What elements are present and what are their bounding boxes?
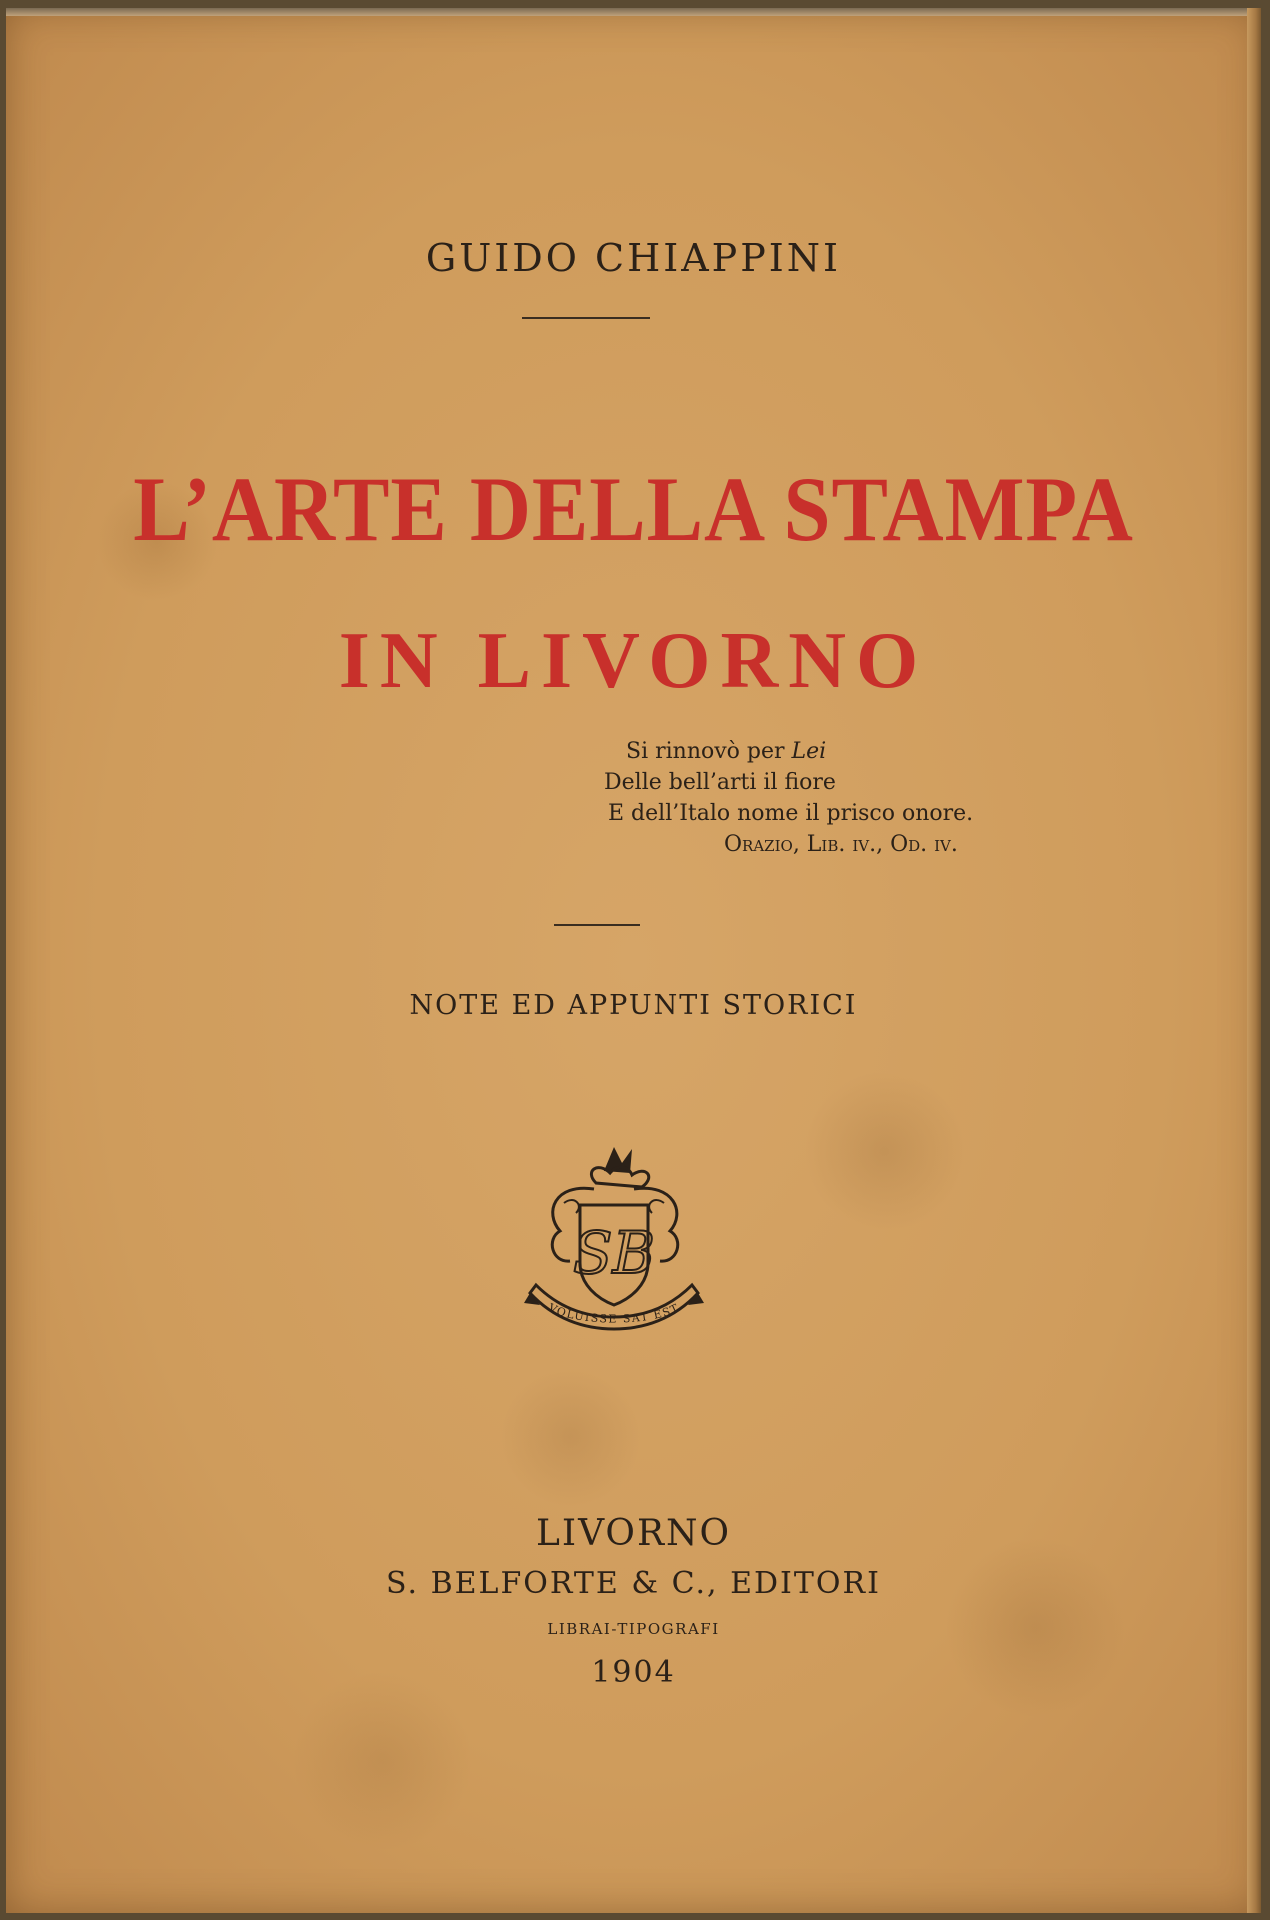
publication-year: 1904 — [591, 1655, 676, 1690]
epigraph-attribution-rest: , Lib. iv., Od. iv. — [792, 832, 958, 857]
epigraph-line-1 — [626, 737, 826, 767]
publication-city: LIVORNO — [535, 1513, 732, 1554]
publisher-name: S. BELFORTE & C., EDITORI — [386, 1566, 881, 1601]
printer-device-emblem — [524, 1143, 704, 1348]
book-cover — [6, 8, 1261, 1913]
author-name: GUIDO CHIAPPINI — [425, 236, 842, 280]
epigraph-line-1-text: Si rinnovò per — [626, 739, 792, 764]
title-line-1: L’ARTE DELLA STAMPA — [133, 458, 1134, 560]
epigraph-emphasis: Lei — [791, 739, 827, 764]
divider-rule — [554, 924, 640, 926]
subtitle: NOTE ED APPUNTI STORICI — [409, 990, 858, 1021]
publisher-trade: LIBRAI-TIPOGRAFI — [547, 1620, 720, 1638]
cover-top-edge — [6, 8, 1261, 16]
title-line-2: IN LIVORNO — [338, 617, 929, 705]
epigraph-line-3: E dell’Italo nome il prisco onore. — [608, 801, 974, 826]
epigraph-attribution-author: Orazio — [724, 832, 793, 857]
epigraph-attribution — [724, 830, 958, 860]
epigraph-line-2: Delle bell’arti il fiore — [604, 770, 836, 795]
svg-text:SB: SB — [572, 1219, 656, 1287]
device-motto: VOLUISSE SAT EST — [546, 1301, 682, 1326]
divider-rule — [522, 317, 650, 319]
